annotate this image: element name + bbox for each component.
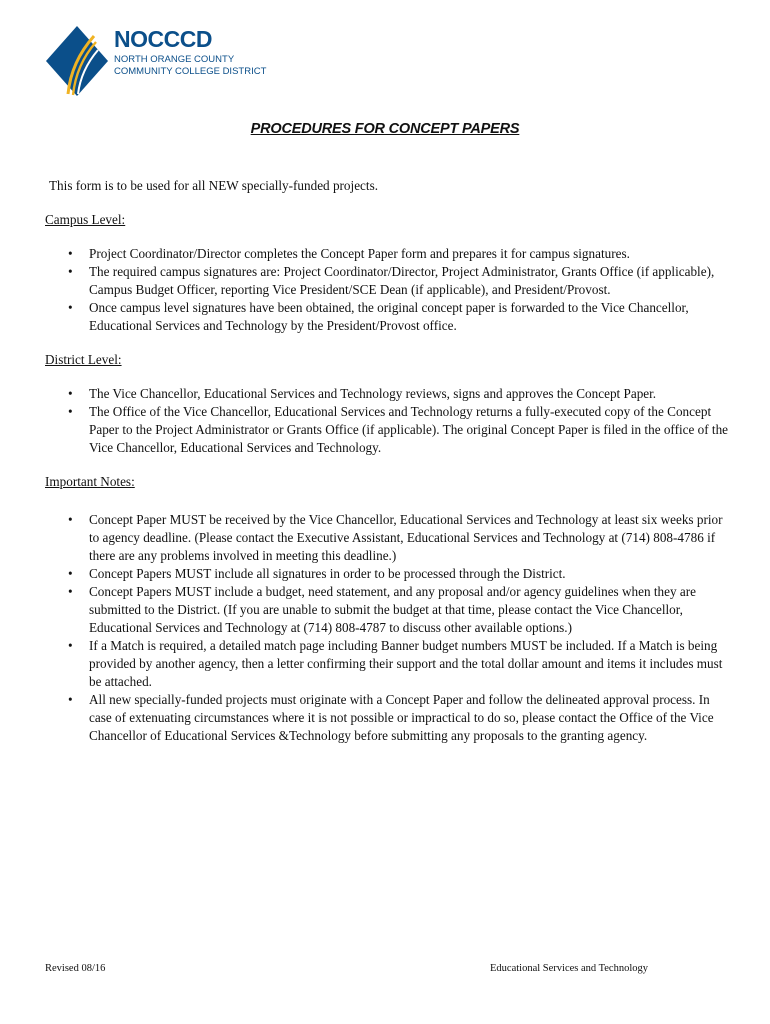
list-item: • All new specially-funded projects must originate with a Concept Paper and follow the delineated approval process. In case of extenuating circumstances where it is not possible or impractical to do so, please contact the Office of the Vice Chancellor of Educational Services &Technology before submitting any proposals to the granting agency. bbox=[68, 692, 714, 743]
bullet-icon: • bbox=[68, 246, 73, 261]
footer-department: Educational Services and Technology bbox=[490, 963, 648, 974]
list-item: • Project Coordinator/Director completes the Concept Paper form and prepares it for campus signatures. bbox=[68, 246, 630, 261]
list-item: • The required campus signatures are: Project Coordinator/Director, Project Administrator, Grants Office (if applicable), Campus Budget Officer, reporting Vice President/SCE Dean (if applicable), and President/Provost. bbox=[68, 264, 715, 297]
list-item: • Concept Papers MUST include all signatures in order to be processed through the District. bbox=[68, 566, 566, 581]
list-item: • The Office of the Vice Chancellor, Educational Services and Technology returns a fully-executed copy of the Concept Paper to the Project Administrator or Grants Office (if applicable). The original Concept Paper is filed in the office of the Vice Chancellor, Educational Services and Technology. bbox=[68, 404, 729, 455]
district-level-heading: District Level: bbox=[45, 352, 122, 367]
bullet-icon: • bbox=[68, 638, 73, 653]
important-notes-list bbox=[45, 511, 730, 745]
document-body bbox=[45, 177, 730, 745]
bullet-icon: • bbox=[68, 566, 73, 581]
revision-date: Revised 08/16 bbox=[45, 963, 106, 974]
bullet-icon: • bbox=[68, 264, 73, 279]
bullet-icon: • bbox=[68, 512, 73, 527]
campus-level-heading: Campus Level: bbox=[45, 212, 126, 227]
logo-diamond-icon bbox=[44, 24, 110, 98]
bullet-icon: • bbox=[68, 692, 73, 707]
bullet-icon: • bbox=[68, 300, 73, 315]
list-item: • If a Match is required, a detailed match page including Banner budget numbers MUST be included. If a Match is being provided by another agency, then a letter confirming their support and the total dollar amount and items it includes must be attached. bbox=[68, 638, 723, 689]
logo-line-2: COMMUNITY COLLEGE DISTRICT bbox=[114, 66, 267, 77]
district-logo bbox=[44, 24, 284, 98]
campus-level-list bbox=[45, 245, 730, 335]
bullet-icon: • bbox=[68, 404, 73, 419]
list-item: • Concept Papers MUST include a budget, need statement, and any proposal and/or agency guidelines when they are submitted to the District. (If you are unable to submit the budget at that time, please contact the Vice Chancellor, Educational Services and Technology at (714) 808-4787 to discuss other available options.) bbox=[68, 584, 696, 635]
district-level-list bbox=[45, 385, 730, 457]
logo-name: NOCCCD bbox=[114, 26, 212, 52]
list-item: • Concept Paper MUST be received by the Vice Chancellor, Educational Services and Technology at least six weeks prior to agency deadline. (Please contact the Executive Assistant, Educational Services and Technology at (714) 808-4786 if there are any problems involved in meeting this deadline.) bbox=[68, 512, 723, 563]
important-notes-heading: Important Notes: bbox=[45, 474, 135, 489]
bullet-icon: • bbox=[68, 584, 73, 599]
list-item: • The Vice Chancellor, Educational Services and Technology reviews, signs and approves the Concept Paper. bbox=[68, 386, 657, 401]
intro-text: This form is to be used for all NEW specially-funded projects. bbox=[49, 178, 378, 193]
bullet-icon: • bbox=[68, 386, 73, 401]
logo-line-1: NORTH ORANGE COUNTY bbox=[114, 54, 235, 65]
list-item: • Once campus level signatures have been obtained, the original concept paper is forwarded to the Vice Chancellor, Educational Services and Technology by the President/Provost office. bbox=[68, 300, 689, 333]
page-title: PROCEDURES FOR CONCEPT PAPERS bbox=[250, 121, 520, 137]
